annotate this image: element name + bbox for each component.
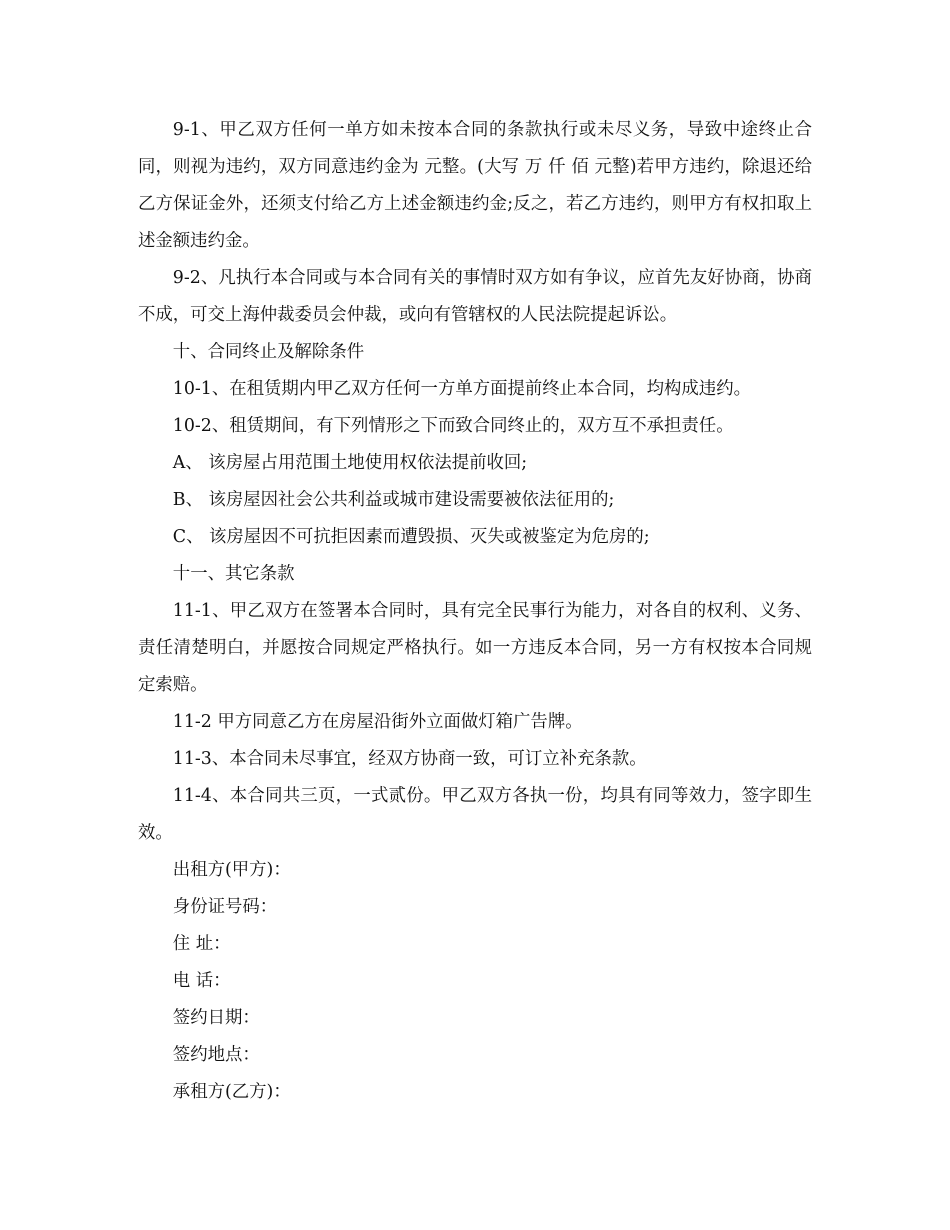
clause-9-2: 9-2、凡执行本合同或与本合同有关的事情时双方如有争议，应首先友好协商，协商不成，可交上海仲裁委员会仲裁，或向有管辖权的人民法院提起诉讼。 [138,268,812,325]
phone-field-label: 电 话： [172,971,231,991]
condition-b: B、 该房屋因社会公共利益或城市建设需要被依法征用的; [172,490,615,510]
condition-c: C、 该房屋因不可抗拒因素而遭毁损、灭失或被鉴定为危房的; [172,527,650,547]
id-number-field-label: 身份证号码： [172,897,278,917]
document-page [138,112,812,1111]
section-11-heading: 十一、其它条款 [172,564,295,584]
clause-9-1: 9-1、甲乙双方任何一单方如未按本合同的条款执行或未尽义务，导致中途终止合同，则视为违约，双方同意违约金为 元整。(大写 万 仟 佰 元整)若甲方违约，除退还给乙方保证金外，还须支付给乙方上述金额违约金;反之，若乙方违约，则甲方有权扣取上述金额违约金。 [138,120,812,251]
clause-11-1: 11-1、甲乙双方在签署本合同时，具有完全民事行为能力，对各自的权利、义务、责任清楚明白，并愿按合同规定严格执行。如一方违反本合同，另一方有权按本合同规定索赔。 [138,601,812,695]
clause-11-2: 11-2 甲方同意乙方在房屋沿街外立面做灯箱广告牌。 [172,712,583,732]
clause-11-4: 11-4、本合同共三页，一式贰份。甲乙双方各执一份，均具有同等效力，签字即生效。 [138,786,812,843]
clause-11-3: 11-3、本合同未尽事宜，经双方协商一致，可订立补充条款。 [172,749,647,769]
clause-10-2: 10-2、租赁期间，有下列情形之下而致合同终止的，双方互不承担责任。 [172,416,734,436]
section-10-heading: 十、合同终止及解除条件 [172,342,365,362]
condition-a: A、 该房屋占用范围土地使用权依法提前收回; [172,453,528,473]
signing-place-field-label: 签约地点： [172,1045,260,1065]
clause-10-1: 10-1、在租赁期内甲乙双方任何一方单方面提前终止本合同，均构成违约。 [172,379,751,399]
address-field-label: 住 址： [172,934,231,954]
lessee-field-label: 承租方(乙方)： [172,1082,291,1102]
lessor-field-label: 出租方(甲方)： [172,860,291,880]
signing-date-field-label: 签约日期： [172,1008,260,1028]
